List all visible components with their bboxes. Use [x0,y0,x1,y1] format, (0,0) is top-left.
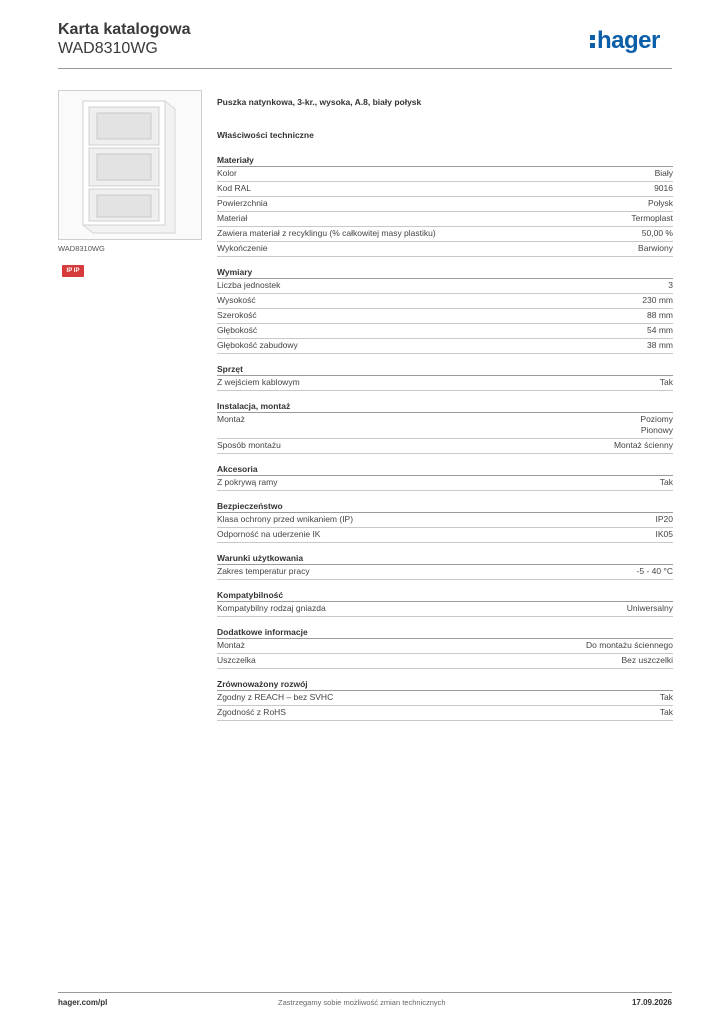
footer-date: 17.09.2026 [631,998,672,1007]
logo-text: hager [597,27,660,54]
spec-value-line: Barwiony [638,243,673,253]
spec-section-title: Sprzęt [217,361,673,376]
spec-section [217,624,673,669]
spec-row [217,294,673,309]
spec-value-line: Połysk [647,198,673,208]
spec-value [654,183,673,194]
spec-label: Kolor [217,168,237,178]
spec-value [637,566,673,577]
spec-value [631,213,673,224]
spec-row [217,212,673,227]
spec-row [217,413,673,439]
spec-row [217,197,673,212]
spec-value-line: 9016 [654,183,673,193]
spec-value [655,168,673,179]
spec-section-title: Warunki użytkowania [217,550,673,565]
spec-value-line: Tak [659,477,673,487]
technical-properties-heading: Właściwości techniczne [217,130,314,140]
spec-section-title: Akcesoria [217,461,673,476]
spec-value-line: Tak [659,377,673,387]
spec-section-title: Dodatkowe informacje [217,624,673,639]
hager-logo[interactable] [590,26,660,56]
spec-section-title: Instalacja, montaż [217,398,673,413]
spec-section [217,550,673,580]
spec-row [217,439,673,454]
product-image-caption: WAD8310WG [58,244,105,253]
spec-label: Zakres temperatur pracy [217,566,310,576]
spec-value [660,692,673,703]
spec-value-line: Poziomy [640,414,673,424]
spec-row [217,376,673,391]
logo-dots-icon [590,32,595,49]
spec-label: Z pokrywą ramy [217,477,278,487]
product-image [58,90,202,240]
spec-label: Powierzchnia [217,198,268,208]
spec-row [217,528,673,543]
spec-section [217,152,673,257]
spec-row [217,476,673,491]
spec-value [656,514,674,525]
spec-label: Odporność na uderzenie IK [217,529,321,539]
spec-label: Zgodność z RoHS [217,707,286,717]
spec-row [217,339,673,354]
document-title: Karta katalogowa [58,21,191,38]
footer-divider [58,992,672,993]
footer-website-link[interactable]: hager.com/pl [58,998,108,1007]
spec-row [217,691,673,706]
spec-value [586,640,673,651]
spec-row [217,279,673,294]
spec-section-title: Wymiary [217,264,673,279]
spec-value-line: IP20 [655,514,673,524]
spec-row [217,167,673,182]
spec-label: Głębokość zabudowy [217,340,298,350]
spec-value-line: Tak [659,692,673,702]
footer-disclaimer: Zastrzegamy sobie możliwość zmian technicznych [278,998,446,1007]
spec-value-line: Biały [654,168,673,178]
header-divider [58,68,672,69]
spec-value-line: Bez uszczelki [621,655,673,665]
spec-row [217,309,673,324]
spec-value-line: Montaż ścienny [613,440,673,450]
spec-row [217,324,673,339]
spec-value-line: 3 [668,280,673,290]
spec-section [217,264,673,354]
spec-value [656,529,674,540]
spec-value [638,243,673,254]
spec-section-title: Zrównoważony rozwój [217,676,673,691]
spec-label: Liczba jednostek [217,280,281,290]
spec-value [660,477,673,488]
spec-label: Montaż [217,414,245,424]
spec-value-line: Tak [659,707,673,717]
spec-row [217,513,673,528]
product-description: Puszka natynkowa, 3-kr., wysoka, A.8, biały połysk [217,97,422,107]
spec-section-title: Materiały [217,152,673,167]
spec-section [217,676,673,721]
spec-section-title: Bezpieczeństwo [217,498,673,513]
spec-value [614,440,673,451]
spec-value [647,340,673,351]
spec-label: Uszczelka [217,655,256,665]
spec-row [217,565,673,580]
spec-section [217,461,673,491]
spec-label: Głębokość [217,325,258,335]
spec-label: Wysokość [217,295,256,305]
spec-value [642,228,673,239]
spec-value-line: -5 - 40 °C [636,566,673,576]
spec-value-line: 50,00 % [641,228,673,238]
spec-section [217,361,673,391]
spec-label: Montaż [217,640,245,650]
wall-box-illustration [59,91,201,239]
spec-section [217,398,673,454]
spec-value [668,280,673,291]
spec-value-line: 38 mm [647,340,673,350]
spec-label: Zgodny z REACH – bez SVHC [217,692,334,702]
product-code: WAD8310WG [58,40,158,57]
spec-label: Z wejściem kablowym [217,377,300,387]
spec-section-title: Kompatybilność [217,587,673,602]
spec-value-line: Termoplast [631,213,673,223]
spec-row [217,706,673,721]
spec-value [660,707,673,718]
spec-label: Wykończenie [217,243,268,253]
technical-properties-table [217,152,673,728]
spec-value [647,310,673,321]
spec-label: Kod RAL [217,183,252,193]
spec-label: Zawiera materiał z recyklingu (% całkowitej masy plastiku) [217,228,436,238]
spec-label: Szerokość [217,310,257,320]
spec-section [217,498,673,543]
spec-label: Klasa ochrony przed wnikaniem (IP) [217,514,354,524]
spec-row [217,654,673,669]
spec-label: Kompatybilny rodzaj gniazda [217,603,326,613]
ip-rating-badge: IP IP [62,265,84,277]
spec-value-line: Uniwersalny [626,603,673,613]
spec-row [217,242,673,257]
spec-value [640,414,673,436]
spec-section [217,587,673,617]
spec-value [642,295,673,306]
spec-value [622,655,674,666]
spec-value [627,603,673,614]
spec-row [217,639,673,654]
spec-value-line: Do montażu ściennego [586,640,673,650]
spec-value [648,198,673,209]
spec-value [660,377,673,388]
spec-label: Materiał [217,213,248,223]
spec-row [217,602,673,617]
spec-value-line: 230 mm [642,295,673,305]
spec-label: Sposób montażu [217,440,281,450]
spec-value [647,325,673,336]
spec-row [217,227,673,242]
spec-value-line: 88 mm [647,310,673,320]
spec-value-line: IK05 [655,529,673,539]
spec-row [217,182,673,197]
spec-value-line: Pionowy [640,425,673,435]
spec-value-line: 54 mm [647,325,673,335]
